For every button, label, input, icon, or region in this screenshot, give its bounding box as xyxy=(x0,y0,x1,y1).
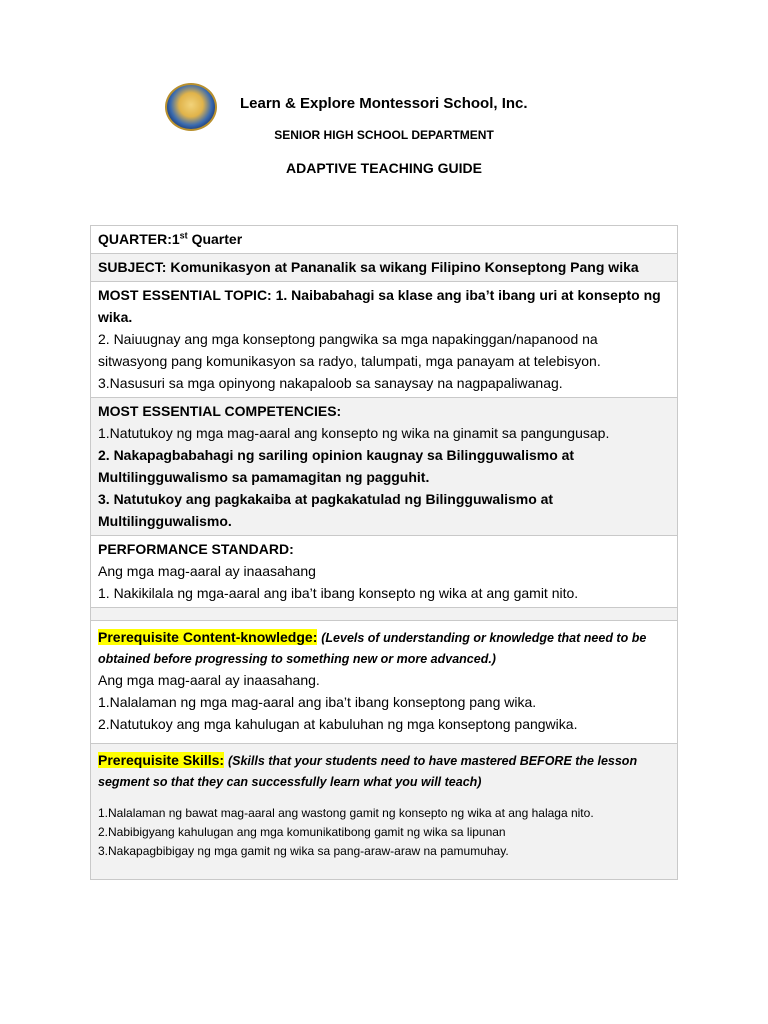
competency-item-1: 1.Natutukoy ng mga mag-aaral ang konsepto ng wika na ginamit sa pangungusap. xyxy=(98,425,610,441)
competencies-row xyxy=(91,398,677,536)
performance-heading: PERFORMANCE STANDARD: xyxy=(98,541,294,557)
competency-item-2: 2. Nakapagbabahagi ng sariling opinion kaugnay sa Bilingguwalismo at Multilingguwalismo sa pamamagitan ng pagguhit. xyxy=(98,447,575,485)
prereq-content-row xyxy=(91,621,677,744)
prereq-skills-label: Prerequisite Skills: xyxy=(98,752,225,768)
performance-line-1: Ang mga mag-aaral ay inaasahang xyxy=(98,563,316,579)
prereq-content-line-2: 1.Nalalaman ng mga mag-aaral ang iba’t ibang konseptong pang wika. xyxy=(98,694,537,710)
topic-row xyxy=(91,282,677,398)
topic-item-2: 2. Naiuugnay ang mga konseptong pangwika sa mga napakinggan/napanood na sitwasyong pang komunikasyon sa radyo, talumpati, mga panayam at telebisyon. xyxy=(98,331,601,369)
prereq-skills-line-3: 3.Nakapagbibigay ng mga gamit ng wika sa pang-araw-araw na pamumuhay. xyxy=(98,844,509,858)
topic-item-3: 3.Nasusuri sa mga opinyong nakapaloob sa sanaysay na nagpapaliwanag. xyxy=(98,375,563,391)
teaching-guide-table xyxy=(90,225,678,880)
school-name: Learn & Explore Montessori School, Inc. xyxy=(240,95,528,112)
quarter-label: QUARTER:1 xyxy=(98,231,180,247)
subject-row xyxy=(91,254,677,282)
department-title: SENIOR HIGH SCHOOL DEPARTMENT xyxy=(274,128,494,142)
guide-title: ADAPTIVE TEACHING GUIDE xyxy=(285,160,482,176)
prereq-skills-note: (Skills that your students need to have mastered BEFORE the lesson segment so that they can successfully learn what you will teach) xyxy=(98,754,638,789)
prereq-content-line-1: Ang mga mag-aaral ay inaasahang. xyxy=(98,672,320,688)
competency-item-3: 3. Natutukoy ang pagkakaiba at pagkakatulad ng Bilingguwalismo at Multilingguwalismo. xyxy=(98,491,554,529)
topic-heading: MOST ESSENTIAL TOPIC: 1. Naibabahagi sa klase ang iba’t ibang uri at konsepto ng wika. xyxy=(98,287,661,325)
spacer-row xyxy=(91,608,677,621)
prereq-skills-line-2: 2.Nabibigyang kahulugan ang mga komunikatibong gamit ng wika sa lipunan xyxy=(98,825,506,839)
subject-text: SUBJECT: Komunikasyon at Pananalik sa wikang Filipino Konseptong Pang wika xyxy=(98,259,639,275)
school-logo xyxy=(165,83,217,131)
prereq-skills-row xyxy=(91,744,677,880)
performance-row xyxy=(91,536,677,608)
quarter-sup: st xyxy=(179,230,188,241)
prereq-content-line-3: 2.Natutukoy ang mga kahulugan at kabuluhan ng mga konseptong pangwika. xyxy=(98,716,578,732)
prereq-skills-line-1: 1.Nalalaman ng bawat mag-aaral ang wastong gamit ng konsepto ng wika at ang halaga nito. xyxy=(98,806,594,820)
quarter-row xyxy=(91,226,677,254)
prereq-content-label: Prerequisite Content-knowledge: xyxy=(98,629,318,645)
quarter-value: Quarter xyxy=(187,231,243,247)
competencies-heading: MOST ESSENTIAL COMPETENCIES: xyxy=(98,403,342,419)
document-header xyxy=(0,0,768,200)
performance-line-2: 1. Nakikilala ng mga-aaral ang iba’t ibang konsepto ng wika at ang gamit nito. xyxy=(98,585,579,601)
prereq-content-note: (Levels of understanding or knowledge that need to be obtained before progressing to something new or more advanced.) xyxy=(98,631,647,666)
